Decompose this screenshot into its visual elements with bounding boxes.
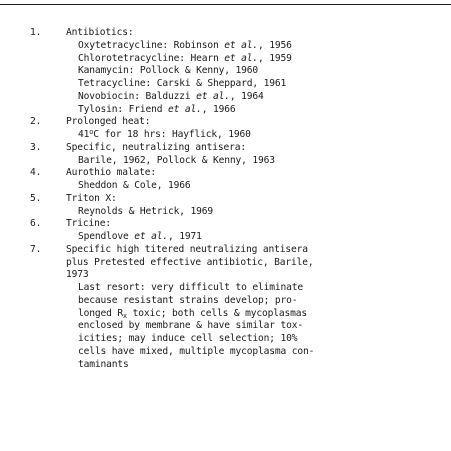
item-heading-line: 1973: [66, 269, 89, 281]
note-line: cells have mixed, multiple mycoplasma con-: [78, 345, 315, 357]
note-line: taminants: [78, 358, 129, 370]
list-item-6: [0, 218, 451, 244]
note-line: enclosed by membrane & have similar tox-: [78, 320, 304, 332]
list-item-3: [0, 142, 451, 168]
decontamination-methods-list: [0, 27, 451, 371]
list-item-2: [0, 116, 451, 142]
note-line: Last resort: very difficult to eliminate: [78, 282, 304, 293]
item-number: 1.: [30, 27, 42, 38]
item-heading: Prolonged heat:: [66, 116, 151, 128]
note-line: because resistant strains develop; pro-: [78, 294, 298, 306]
item-heading: Antibiotics:: [66, 27, 134, 38]
reference-line: Chlorotetracycline: Hearn et al., 1959: [78, 52, 292, 64]
item-heading: Tricine:: [66, 218, 112, 230]
note-line: longed $R_x$ toxic; both cells & mycoplasmas: [78, 307, 308, 320]
reference-line: Oxytetracycline: Robinson et al., 1956: [78, 39, 292, 51]
top-rule: [0, 4, 451, 5]
list-item-1: [0, 27, 451, 116]
reference-line: Novobiocin: Balduzzi et al., 1964: [78, 90, 264, 102]
item-heading-line: Specific high titered neutralizing antisera: [66, 243, 308, 255]
item-heading-line: plus Pretested effective antibiotic, Barile,: [66, 256, 314, 268]
reference-line: Tylosin: Friend et al., 1966: [78, 103, 236, 115]
reference-line: Sheddon & Cole, 1966: [78, 180, 191, 191]
item-heading: Specific, neutralizing antisera:: [66, 141, 247, 153]
item-number: 6.: [30, 218, 42, 230]
item-number: 4.: [30, 167, 42, 179]
item-number: 3.: [30, 141, 42, 153]
note-line: icities; may induce cell selection; 10%: [78, 333, 298, 344]
reference-line: Kanamycin: Pollock & Kenny, 1960: [78, 65, 259, 77]
item-number: 5.: [30, 192, 42, 204]
reference-line: Reynolds & Hetrick, 1969: [78, 205, 214, 217]
reference-line: Barile, 1962, Pollock & Kenny, 1963: [78, 154, 275, 166]
item-number: 2.: [30, 116, 42, 128]
item-heading: Triton X:: [66, 192, 117, 204]
item-number: 7.: [30, 243, 42, 255]
reference-line: 41$^o$C for 18 hrs: Hayflick, 1960: [78, 128, 251, 140]
list-item-7: [0, 244, 451, 372]
reference-line: Tetracycline: Carski & Sheppard, 1961: [78, 78, 287, 89]
list-item-5: [0, 193, 451, 219]
item-heading: Aurothio malate:: [66, 167, 157, 179]
list-item-4: [0, 167, 451, 193]
reference-line: Spendlove et al., 1971: [78, 231, 202, 242]
